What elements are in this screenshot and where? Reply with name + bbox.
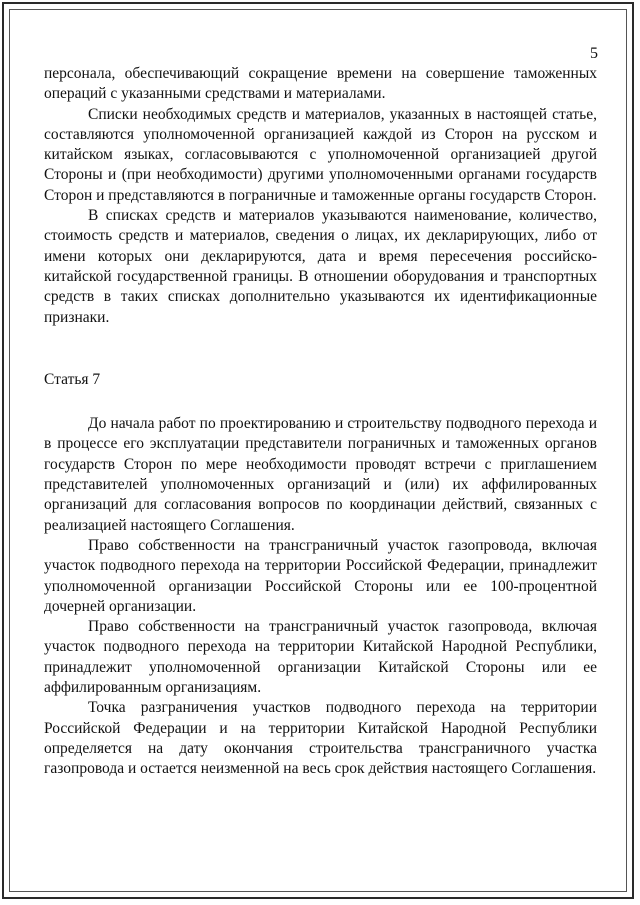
document-body — [44, 64, 597, 780]
paragraph: До начала работ по проектированию и строительству подводного перехода и в процессе его эксплуатации представители пограничных и таможенных органов государств Сторон по мере необходимости проводят встречи с приглашением представителей уполномоченных организаций и (или) их аффилированных организаций для согласования вопросов по координации действий, связанных с реализацией настоящего Соглашения. — [44, 415, 597, 534]
paragraph: Точка разграничения участков подводного перехода на территории Российской Федерации и на территории Китайской Народной Республики определяется на дату окончания строительства трансграничного участка газопровода и остается неизменной на весь срок действия настоящего Соглашения. — [44, 699, 597, 778]
paragraph-continuation: персонала, обеспечивающий сокращение времени на совершение таможенных операций с указанными средствами и материалами. — [44, 65, 597, 103]
article-title: Статья 7 — [44, 370, 101, 388]
paragraph: Списки необходимых средств и материалов, указанных в настоящей статье, составляются уполномоченной организацией каждой из Сторон на русском и китайском языках, согласовываются с уполномоченной организацией другой Стороны и (при необходимости) другими уполномоченными органами государств Сторон и представляются в пограничные и таможенные органы государств Сторон. — [44, 105, 597, 204]
paragraph: Право собственности на трансграничный участок газопровода, включая участок подводного перехода на территории Китайской Народной Республики, принадлежит уполномоченной организации Китайской Стороны или ее аффилированным организациям. — [44, 618, 597, 697]
paragraph: Право собственности на трансграничный участок газопровода, включая участок подводного перехода на территории Российской Федерации, принадлежит уполномоченной организации Российской Стороны или ее 100-процентной дочерней организации. — [44, 536, 597, 615]
paragraph: В списках средств и материалов указываются наименование, количество, стоимость средств и материалов, сведения о лицах, их декларирующих, либо от имени которых они декларируются, дата и время пересечения российско-китайской государственной границы. В отношении оборудования и транспортных средств в таких списках дополнительно указываются их идентификационные признаки. — [44, 207, 597, 326]
page-number: 5 — [590, 45, 598, 62]
